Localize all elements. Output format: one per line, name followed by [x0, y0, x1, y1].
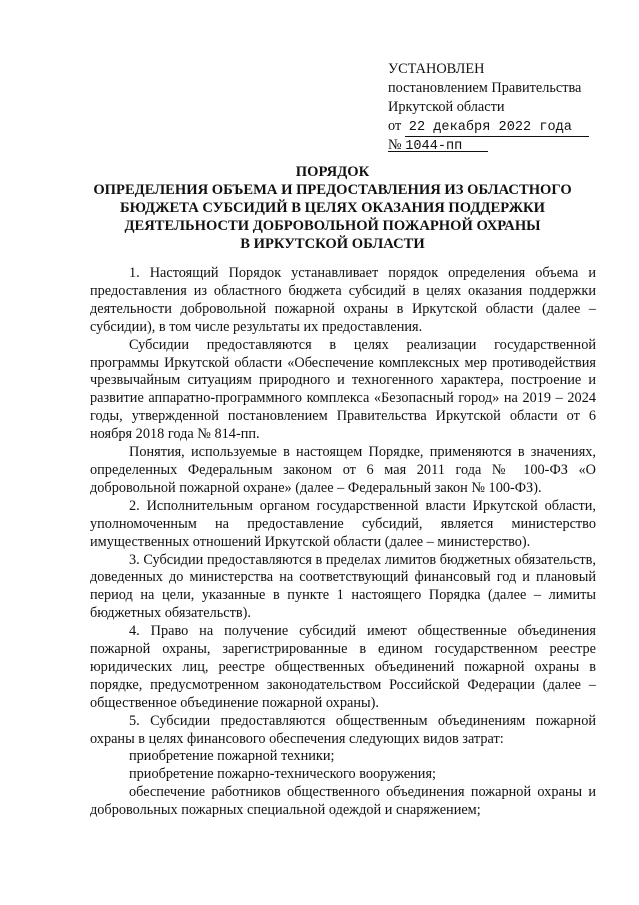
title-line-1: ПОРЯДОК — [295, 164, 370, 180]
approval-authority: постановлением Правительства — [388, 80, 582, 96]
number-prefix: № — [388, 137, 402, 153]
document-body — [90, 265, 596, 820]
title-line-3: БЮДЖЕТА СУБСИДИЙ В ЦЕЛЯХ ОКАЗАНИЯ ПОДДЕРЖКИ — [120, 200, 545, 216]
title-line-2: ОПРЕДЕЛЕНИЯ ОБЪЕМА И ПРЕДОСТАВЛЕНИЯ ИЗ ОБЛАСТНОГО — [93, 182, 572, 198]
date-prefix: от — [388, 118, 402, 134]
approval-number-line — [388, 136, 589, 155]
approval-region: Иркутской области — [388, 99, 505, 115]
paragraph-3: Понятия, используемые в настоящем Порядке, применяются в значениях, определенных Федеральным законом от 6 мая 2011 года № 100-ФЗ «О добровольной пожарной охране» (далее – Федеральный закон № 100-ФЗ). — [90, 444, 596, 496]
approval-title: УСТАНОВЛЕН — [388, 61, 485, 77]
number-underline — [388, 151, 488, 152]
paragraph-4: 2. Исполнительным органом государственной власти Иркутской области, уполномоченным на предоставление субсидий, является министерство имущественных отношений Иркутской области (далее – министерство). — [90, 497, 596, 550]
paragraph-1: 1. Настоящий Порядок устанавливает порядок определения объема и предоставления из областного бюджета субсидий в целях оказания поддержки деятельности добровольной пожарной охраны в Иркутской области (далее – субсидии), в том числе результаты их предоставления. — [90, 265, 596, 335]
approval-stamp — [388, 60, 589, 155]
title-line-5: В ИРКУТСКОЙ ОБЛАСТИ — [240, 236, 425, 252]
document-title — [70, 163, 595, 253]
approval-number: 1044-пп — [405, 139, 463, 154]
paragraph-7: 5. Субсидии предоставляются общественным объединениям пожарной охраны в целях финансового обеспечения следующих видов затрат: — [90, 712, 596, 747]
paragraph-2: Субсидии предоставляются в целях реализации государственной программы Иркутской области «Обеспечение комплексных мер противодействия чрезвычайным ситуациям природного и техногенного характера, построение и развитие аппаратно-программного комплекса «Безопасный город» на 2019 – 2024 годы, утвержденной постановлением Правительства Иркутской области от 6 ноября 2018 года № 814-пп. — [90, 336, 596, 443]
list-item-3: обеспечение работников общественного объединения пожарной охраны и добровольных пожарных специальной одеждой и снаряжением; — [90, 784, 596, 819]
list-item-2: приобретение пожарно-технического вооружения; — [129, 766, 437, 783]
title-line-4: ДЕЯТЕЛЬНОСТИ ДОБРОВОЛЬНОЙ ПОЖАРНОЙ ОХРАНЫ — [124, 218, 541, 234]
approval-date: 22 декабря 2022 года — [405, 120, 589, 137]
paragraph-5: 3. Субсидии предоставляются в пределах лимитов бюджетных обязательств, доведенных до министерства на соответствующий финансовый год и плановый период на цели, указанные в пункте 1 настоящего Порядка (далее – лимиты бюджетных обязательств). — [90, 551, 596, 622]
paragraph-6: 4. Право на получение субсидий имеют общественные объединения пожарной охраны, зарегистрированные в едином государственном реестре юридических лиц, реестре общественных объединений пожарной охраны в порядке, предусмотренном законодательством Российской Федерации (далее – общественное объединение пожарной охраны). — [90, 623, 596, 711]
list-item-1: приобретение пожарной техники; — [129, 748, 335, 765]
approval-date-line — [388, 117, 589, 136]
